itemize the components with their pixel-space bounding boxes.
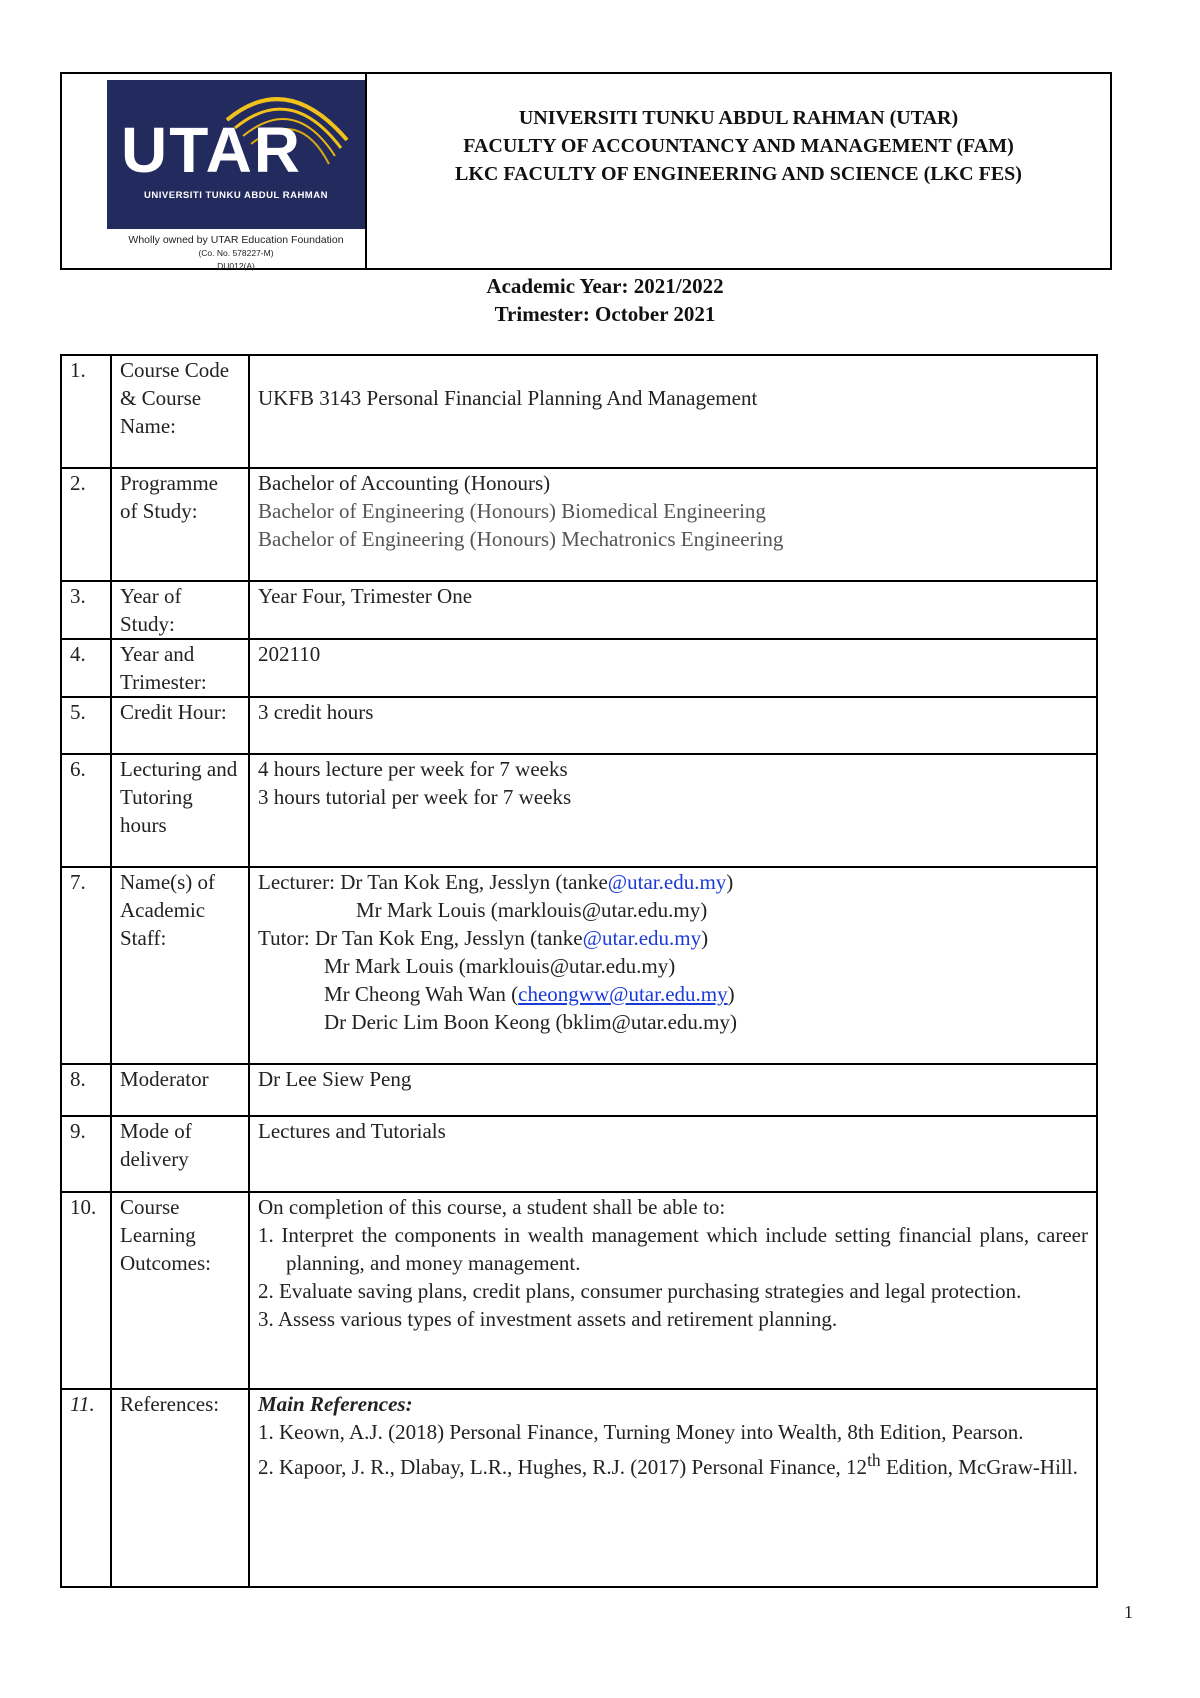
table-row <box>61 355 1097 468</box>
reference-2 <box>258 1446 1088 1481</box>
outcome-1: 1. Interpret the components in wealth management which include setting financial plans, career planning, and money management. <box>258 1223 1088 1275</box>
row-value <box>249 355 1097 468</box>
tutorial-hours: 3 hours tutorial per week for 7 weeks <box>258 785 572 809</box>
logo-wordmark: UTAR <box>121 114 302 186</box>
email-link[interactable]: @utar.edu.my <box>582 926 702 950</box>
row-number: 4. <box>61 639 111 697</box>
reference-1: 1. Keown, A.J. (2018) Personal Finance, Turning Money into Wealth, 8th Edition, Pearson. <box>258 1420 1024 1444</box>
logo-reg-number: (Co. No. 578227-M) <box>198 248 274 258</box>
reference-2-sup: th <box>867 1450 881 1470</box>
row-number: 10. <box>61 1192 111 1389</box>
row-number: 9. <box>61 1116 111 1192</box>
outcome-3: 3. Assess various types of investment assets and retirement planning. <box>258 1307 838 1331</box>
tutor-3 <box>258 980 1088 1008</box>
row-value <box>249 754 1097 867</box>
row-label: Course Code & Course Name: <box>111 355 249 468</box>
row-label: Course Learning Outcomes: <box>111 1192 249 1389</box>
table-row <box>61 639 1097 697</box>
row-number: 8. <box>61 1064 111 1116</box>
lecturer-line <box>258 868 1088 896</box>
syllabus-table <box>60 354 1098 1588</box>
row-label: Lecturing and Tutoring hours <box>111 754 249 867</box>
row-value <box>249 867 1097 1064</box>
university-name: UNIVERSITI TUNKU ABDUL RAHMAN (UTAR) <box>518 107 959 129</box>
row-number: 7. <box>61 867 111 1064</box>
row-number: 5. <box>61 697 111 754</box>
row-label: Year and Trimester: <box>111 639 249 697</box>
row-label: Programme of Study: <box>111 468 249 581</box>
row-label: References: <box>111 1389 249 1587</box>
table-row <box>61 697 1097 754</box>
row-number: 2. <box>61 468 111 581</box>
faculty-fes: LKC FACULTY OF ENGINEERING AND SCIENCE (LKC FES) <box>455 163 1022 185</box>
lecturer-1: Lecturer: Dr Tan Kok Eng, Jesslyn (tanke <box>258 870 608 894</box>
row-value <box>249 1192 1097 1389</box>
header-titles <box>367 104 1110 188</box>
page-number: 1 <box>1124 1602 1133 1622</box>
lecture-hours: 4 hours lecture per week for 7 weeks <box>258 757 568 781</box>
table-row <box>61 581 1097 639</box>
outcome-2: 2. Evaluate saving plans, credit plans, consumer purchasing strategies and legal protection. <box>258 1279 1022 1303</box>
row-number-italic: 11. <box>70 1392 95 1416</box>
row-value <box>249 468 1097 581</box>
row-label: Moderator <box>111 1064 249 1116</box>
academic-year: Academic Year: 2021/2022 <box>486 274 724 298</box>
table-row <box>61 867 1097 1064</box>
table-row <box>61 1192 1097 1389</box>
logo-reg-code: DU012(A) <box>217 261 255 271</box>
academic-info <box>60 272 1150 328</box>
row-value <box>249 1389 1097 1587</box>
tutor-1: Tutor: Dr Tan Kok Eng, Jesslyn (tanke <box>258 926 583 950</box>
table-row <box>61 1064 1097 1116</box>
close-paren: ) <box>727 982 735 1006</box>
logo-ownership-note <box>107 234 365 273</box>
faculty-fam: FACULTY OF ACCOUNTANCY AND MANAGEMENT (FAM) <box>463 135 1014 157</box>
row-value: Lectures and Tutorials <box>249 1116 1097 1192</box>
row-value: 202110 <box>249 639 1097 697</box>
row-label: Name(s) of Academic Staff: <box>111 867 249 1064</box>
row-number: 3. <box>61 581 111 639</box>
document-header <box>60 72 1112 270</box>
reference-2-end: Edition, McGraw-Hill. <box>880 1455 1078 1479</box>
close-paren: ) <box>726 870 734 894</box>
tutor-line <box>258 924 1088 952</box>
tutor-2: Mr Mark Louis (marklouis@utar.edu.my) <box>324 954 676 978</box>
table-row <box>61 754 1097 867</box>
row-number: 6. <box>61 754 111 867</box>
logo-cell <box>62 74 367 271</box>
references-heading: Main References: <box>258 1392 413 1416</box>
logo-subtitle: UNIVERSITI TUNKU ABDUL RAHMAN <box>144 190 328 201</box>
close-paren: ) <box>701 926 709 950</box>
programme-3: Bachelor of Engineering (Honours) Mechatronics Engineering <box>258 527 784 551</box>
row-value: Year Four, Trimester One <box>249 581 1097 639</box>
programme-1: Bachelor of Accounting (Honours) <box>258 471 551 495</box>
tutor-3-name: Mr Cheong Wah Wan ( <box>324 982 519 1006</box>
course-name: UKFB 3143 Personal Financial Planning And Management <box>258 386 758 410</box>
row-number: 1. <box>61 355 111 468</box>
table-row <box>61 468 1097 581</box>
outcomes-intro: On completion of this course, a student shall be able to: <box>258 1195 726 1219</box>
trimester: Trimester: October 2021 <box>494 302 716 326</box>
table-row <box>61 1116 1097 1192</box>
utar-logo <box>107 80 365 229</box>
row-label: Year of Study: <box>111 581 249 639</box>
email-link[interactable]: @utar.edu.my <box>607 870 727 894</box>
email-link[interactable]: cheongww@utar.edu.my <box>518 982 728 1006</box>
row-label: Credit Hour: <box>111 697 249 754</box>
table-row <box>61 1389 1097 1587</box>
reference-2-text: 2. Kapoor, J. R., Dlabay, L.R., Hughes, R.J. (2017) Personal Finance, 12 <box>258 1455 868 1479</box>
row-number <box>61 1389 111 1587</box>
logo-owned-text: Wholly owned by UTAR Education Foundation <box>128 234 344 246</box>
row-label: Mode of delivery <box>111 1116 249 1192</box>
lecturer-2: Mr Mark Louis (marklouis@utar.edu.my) <box>356 898 708 922</box>
tutor-4: Dr Deric Lim Boon Keong (bklim@utar.edu.my) <box>324 1010 738 1034</box>
programme-2: Bachelor of Engineering (Honours) Biomedical Engineering <box>258 499 766 523</box>
row-value: Dr Lee Siew Peng <box>249 1064 1097 1116</box>
row-value: 3 credit hours <box>249 697 1097 754</box>
